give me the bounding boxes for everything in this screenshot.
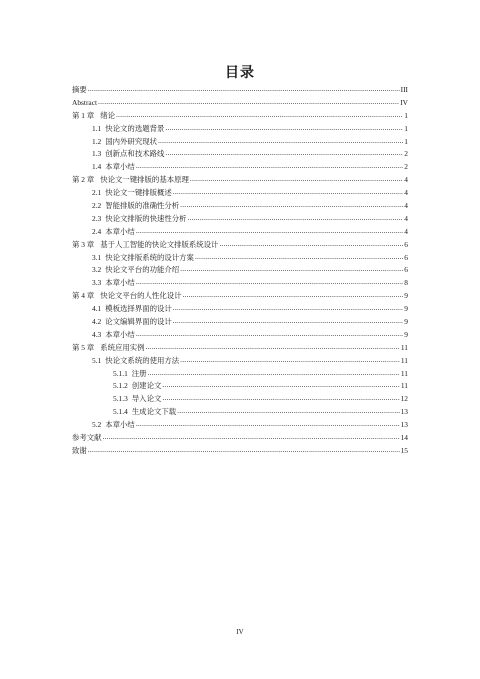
table-of-contents: [72, 84, 408, 458]
toc-entry-number: 2.4: [92, 226, 102, 236]
toc-entry-number: 第 3 章: [72, 239, 95, 249]
toc-entry-page: 9: [404, 291, 408, 301]
leader-dots: [173, 302, 404, 315]
leader-dots: [173, 315, 404, 328]
leader-dots: [136, 418, 400, 431]
toc-entry-number: 3.2: [92, 265, 102, 275]
toc-entry-number: 第 2 章: [72, 175, 95, 185]
toc-entry-page: 8: [404, 278, 408, 288]
toc-entry-page: 11: [400, 368, 408, 378]
leader-dots: [180, 263, 403, 276]
leader-dots: [190, 173, 403, 186]
toc-entry-text: 论文编辑界面的设计: [105, 317, 172, 327]
toc-entry-text: 摘要: [72, 85, 87, 94]
toc-entry-number: 第 4 章: [72, 291, 95, 301]
toc-entry-number: 4.2: [92, 317, 102, 327]
toc-entry-page: 9: [404, 329, 408, 339]
toc-entry-page: 11: [400, 381, 408, 391]
leader-dots: [188, 212, 404, 225]
toc-entry-text: 致谢: [72, 445, 87, 455]
toc-entry-page: 6: [404, 265, 408, 275]
toc-entry-text: 本章小结: [105, 329, 135, 339]
toc-entry-number: 1.3: [92, 149, 102, 159]
toc-title: 目录: [225, 65, 255, 81]
toc-entry-page: 11: [400, 355, 408, 365]
toc-entry-page: 2: [404, 162, 408, 172]
toc-entry-text: 注册: [131, 368, 147, 378]
leader-dots: [136, 160, 403, 173]
toc-entry-page: 1: [404, 123, 408, 133]
toc-entry-text: 系统应用实例: [100, 342, 145, 352]
leader-dots: [88, 83, 400, 96]
leader-dots: [180, 199, 403, 212]
leader-dots: [173, 186, 404, 199]
toc-entry-page: 4: [404, 201, 408, 211]
toc-entry-page: 11: [400, 342, 408, 352]
toc-entry-text: 本章小结: [105, 162, 135, 172]
leader-dots: [162, 392, 399, 405]
toc-entry-page: 9: [404, 317, 408, 327]
toc-entry-page: 12: [400, 394, 408, 404]
toc-entry-number: 5.1: [92, 355, 102, 365]
toc-entry-page: 1: [404, 110, 408, 120]
toc-entry-number: 3.1: [92, 252, 102, 262]
leader-dots: [88, 444, 400, 457]
toc-entry-page: III: [400, 85, 408, 94]
toc-entry-text: 创建论文: [131, 381, 162, 391]
toc-entry-number: 4.3: [92, 329, 102, 339]
leader-dots: [219, 238, 403, 251]
toc-entry-text: 快论文一键排版概述: [105, 188, 172, 198]
leader-dots: [183, 289, 404, 302]
toc-entry-text: 本章小结: [105, 420, 135, 430]
toc-entry-page: 13: [400, 420, 408, 430]
toc-entry-number: 2.2: [92, 201, 102, 211]
leader-dots: [103, 431, 400, 444]
toc-entry-text: 快论文排版的快速性分析: [105, 213, 187, 223]
toc-entry-page: 6: [404, 252, 408, 262]
toc-entry-number: 4.1: [92, 304, 102, 314]
toc-entry-number: 1.1: [92, 123, 102, 133]
toc-entry-text: 快论文一键排版的基本原理: [100, 175, 189, 185]
toc-entry-text: 快论文的选题背景: [105, 123, 165, 133]
leader-dots: [148, 367, 400, 380]
toc-entry-page: 14: [400, 433, 408, 443]
toc-entry-page: 4: [404, 213, 408, 223]
toc-entry-number: 5.1.1: [113, 368, 128, 378]
toc-entry-text: 快论文系统的使用方法: [105, 355, 180, 365]
leader-dots: [165, 122, 403, 135]
toc-entry-page: 13: [400, 407, 408, 417]
toc-entry-text: 绪论: [100, 110, 115, 120]
toc-entry-number: 2.1: [92, 188, 102, 198]
leader-dots: [136, 328, 403, 341]
toc-entry-number: 1.4: [92, 162, 102, 172]
toc-entry-text: 本章小结: [105, 278, 135, 288]
toc-entry-number: 第 1 章: [72, 110, 95, 120]
toc-entry-page: IV: [400, 97, 408, 107]
toc-entry-page: 4: [404, 175, 408, 185]
toc-entry-text: 模板选择界面的设计: [105, 304, 172, 314]
toc-entry-number: 5.1.4: [113, 407, 128, 417]
leader-dots: [98, 96, 399, 109]
leader-dots: [146, 341, 400, 354]
toc-entry-text: 快论文排版系统的设计方案: [105, 252, 194, 262]
toc-entry-text: 创新点和技术路线: [105, 149, 165, 159]
toc-entry-page: 6: [404, 239, 408, 249]
leader-dots: [195, 251, 403, 264]
leader-dots: [136, 225, 403, 238]
toc-entry-text: 基于人工智能的快论文排版系统设计: [100, 239, 219, 249]
toc-entry-page: 15: [400, 445, 408, 455]
toc-entry-text: 导入论文: [131, 394, 162, 404]
toc-entry-page: 1: [404, 136, 408, 146]
toc-entry-text: 快论文平台的功能介绍: [105, 265, 180, 275]
toc-entry-text: Abstract: [72, 97, 98, 107]
toc-entry-page: 4: [404, 226, 408, 236]
toc-entry-number: 3.3: [92, 278, 102, 288]
toc-entry-number: 5.1.3: [113, 394, 128, 404]
toc-entry-text: 参考文献: [72, 433, 102, 443]
toc-entry-number: 5.2: [92, 420, 102, 430]
toc-entry-page: 9: [404, 304, 408, 314]
leader-dots: [162, 379, 400, 392]
toc-entry-acknowledgements[interactable]: [72, 445, 408, 458]
toc-entry-number: 1.2: [92, 136, 102, 146]
toc-entry-text: 生成论文下载: [131, 407, 177, 417]
leader-dots: [177, 405, 399, 418]
toc-entry-text: 国内外研究现状: [105, 136, 157, 146]
leader-dots: [136, 276, 403, 289]
leader-dots: [116, 109, 403, 122]
toc-entry-page: 4: [404, 188, 408, 198]
toc-entry-number: 5.1.2: [113, 381, 128, 391]
toc-entry-text: 本章小结: [105, 226, 135, 236]
toc-entry-text: 快论文平台的人性化设计: [100, 291, 182, 301]
leader-dots: [180, 354, 400, 367]
toc-entry-text: 智能排版的准确性分析: [105, 201, 180, 211]
toc-entry-page: 2: [404, 149, 408, 159]
page-number: IV: [236, 628, 244, 636]
leader-dots: [165, 147, 403, 160]
leader-dots: [158, 135, 403, 148]
toc-entry-number: 第 5 章: [72, 342, 95, 352]
toc-entry-number: 2.3: [92, 213, 102, 223]
